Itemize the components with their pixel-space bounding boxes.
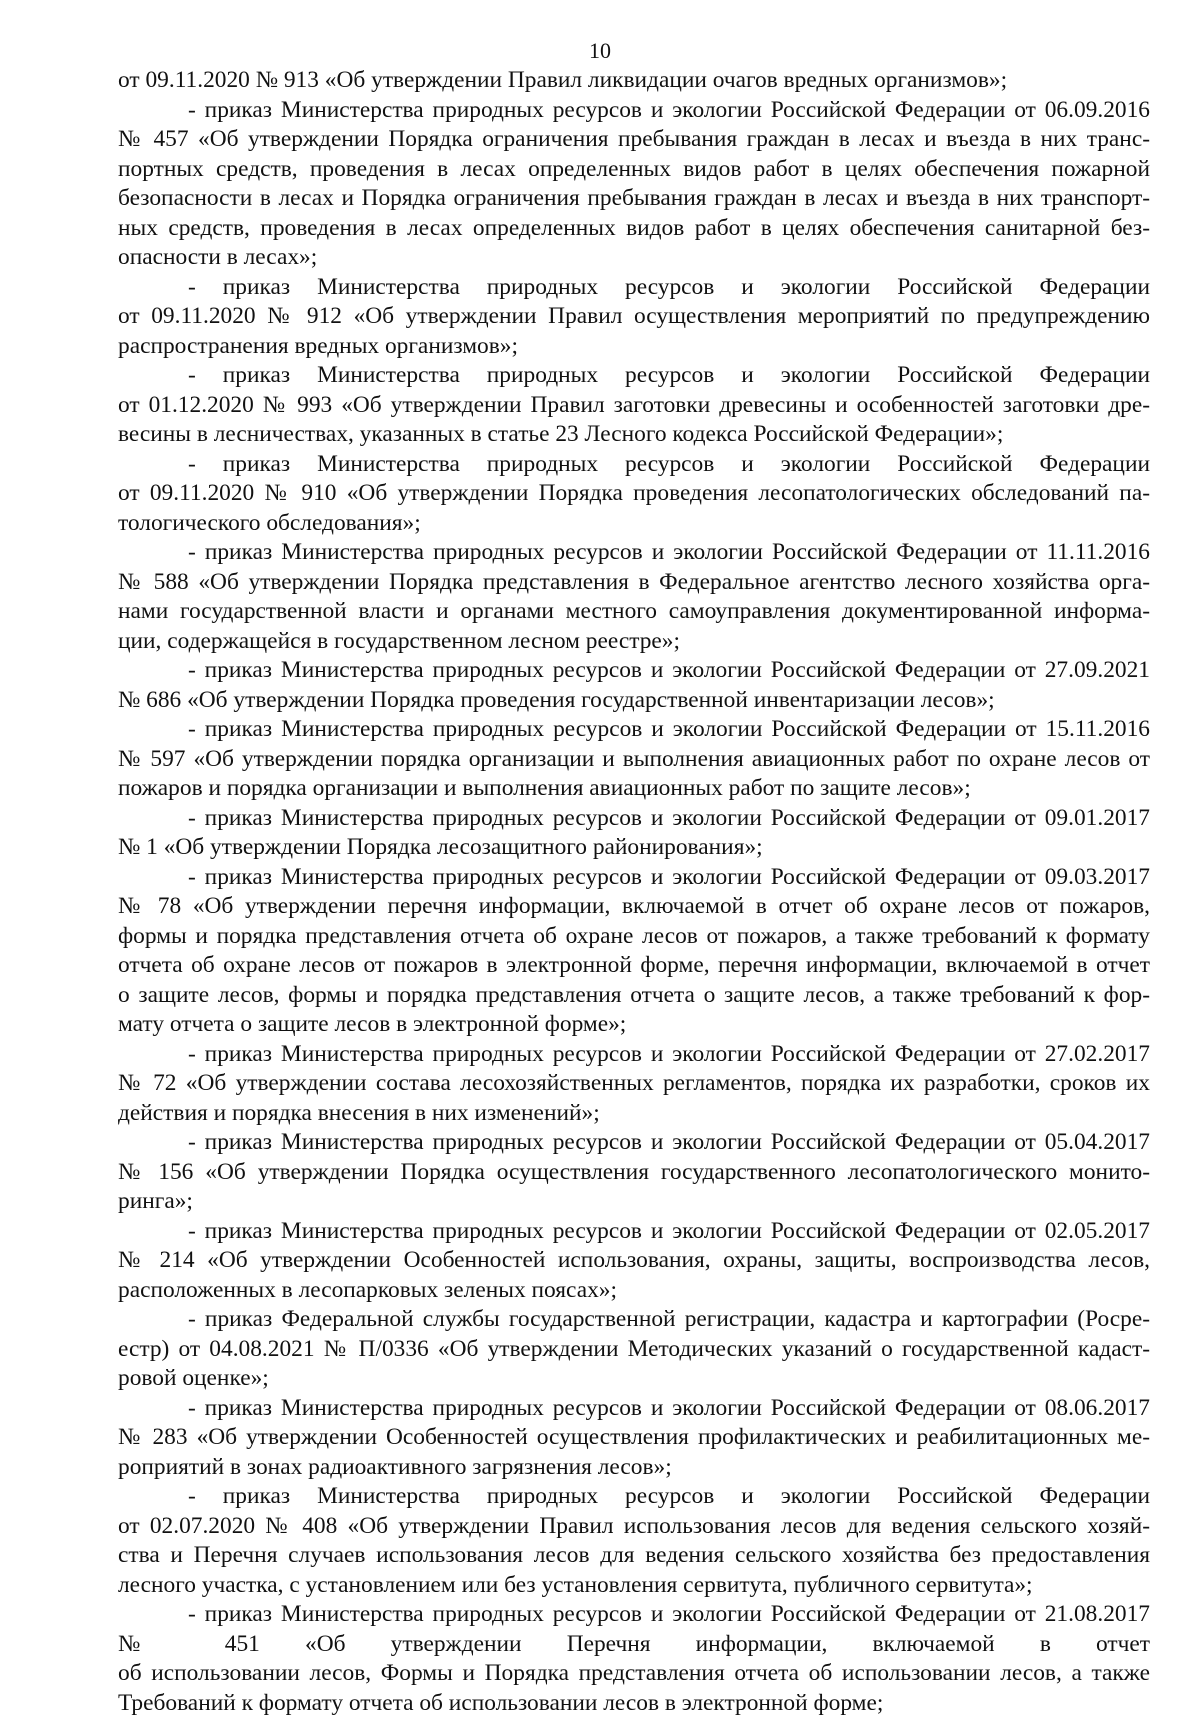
text-line: роприятий в зонах радиоактивного загрязнения лесов»; (118, 1453, 1150, 1483)
text-line: № 588 «Об утверждении Порядка представления в Федеральное агентство лесного хозяйства орга- (118, 568, 1150, 598)
paragraph-start-line: - приказ Министерства природных ресурсов и экологии Российской Федерации (118, 273, 1150, 303)
paragraph-start-line: - приказ Министерства природных ресурсов и экологии Российской Федерации от 05.04.2017 (118, 1128, 1150, 1158)
paragraph-start-line: - приказ Министерства природных ресурсов и экологии Российской Федерации (118, 361, 1150, 391)
text-line: от 09.11.2020 № 910 «Об утверждении Порядка проведения лесопатологических обследований па- (118, 479, 1150, 509)
text-line: от 09.11.2020 № 912 «Об утверждении Правил осуществления мероприятий по предупреждению (118, 302, 1150, 332)
text-line: № 72 «Об утверждении состава лесохозяйственных регламентов, порядка их разработки, сроков их (118, 1069, 1150, 1099)
text-line: весины в лесничествах, указанных в статье 23 Лесного кодекса Российской Федерации»; (118, 420, 1150, 450)
text-line: № 214 «Об утверждении Особенностей использования, охраны, защиты, воспроизводства лесов, (118, 1246, 1150, 1276)
text-line: ства и Перечня случаев использования лесов для ведения сельского хозяйства без предоставления (118, 1541, 1150, 1571)
paragraph-start-line: - приказ Министерства природных ресурсов и экологии Российской Федерации от 27.02.2017 (118, 1040, 1150, 1070)
text-line: распространения вредных организмов»; (118, 332, 1150, 362)
text-line: ровой оценке»; (118, 1364, 1150, 1394)
text-line: расположенных в лесопарковых зеленых поясах»; (118, 1276, 1150, 1306)
text-line: отчета об охране лесов от пожаров в электронной форме, перечня информации, включаемой в отчет (118, 951, 1150, 981)
text-line: Требований к формату отчета об использовании лесов в электронной форме; (118, 1689, 1150, 1718)
text-line: ринга»; (118, 1187, 1150, 1217)
text-line: портных средств, проведения в лесах определенных видов работ в целях обеспечения пожарной (118, 155, 1150, 185)
text-line: формы и порядка представления отчета об охране лесов от пожаров, а также требований к формату (118, 922, 1150, 952)
paragraph-start-line: - приказ Министерства природных ресурсов и экологии Российской Федерации от 08.06.2017 (118, 1394, 1150, 1424)
text-line: нами государственной власти и органами местного самоуправления документированной информа- (118, 597, 1150, 627)
text-line: № 78 «Об утверждении перечня информации, включаемой в отчет об охране лесов от пожаров, (118, 892, 1150, 922)
text-line: действия и порядка внесения в них изменений»; (118, 1099, 1150, 1129)
text-line: № 457 «Об утверждении Порядка ограничения пребывания граждан в лесах и въезда в них транс- (118, 125, 1150, 155)
paragraph-start-line: - приказ Министерства природных ресурсов и экологии Российской Федерации (118, 1482, 1150, 1512)
text-line: об использовании лесов, Формы и Порядка представления отчета об использовании лесов, а также (118, 1659, 1150, 1689)
paragraph-start-line: - приказ Министерства природных ресурсов и экологии Российской Федерации от 11.11.2016 (118, 538, 1150, 568)
paragraph-start-line: - приказ Министерства природных ресурсов и экологии Российской Федерации от 27.09.2021 (118, 656, 1150, 686)
text-line: от 09.11.2020 № 913 «Об утверждении Правил ликвидации очагов вредных организмов»; (118, 66, 1150, 96)
paragraph-start-line: - приказ Министерства природных ресурсов и экологии Российской Федерации от 09.01.2017 (118, 804, 1150, 834)
text-line: о защите лесов, формы и порядка представления отчета о защите лесов, а также требований к фор- (118, 981, 1150, 1011)
text-line: пожаров и порядка организации и выполнения авиационных работ по защите лесов»; (118, 774, 1150, 804)
text-line: № 283 «Об утверждении Особенностей осуществления профилактических и реабилитационных ме- (118, 1423, 1150, 1453)
paragraph-start-line: - приказ Министерства природных ресурсов и экологии Российской Федерации от 09.03.2017 (118, 863, 1150, 893)
text-line: № 451 «Об утверждении Перечня информации, включаемой в отчет (118, 1630, 1150, 1660)
text-line: опасности в лесах»; (118, 243, 1150, 273)
paragraph-start-line: - приказ Министерства природных ресурсов и экологии Российской Федерации (118, 450, 1150, 480)
paragraph-start-line: - приказ Министерства природных ресурсов и экологии Российской Федерации от 06.09.2016 (118, 96, 1150, 126)
text-line: от 02.07.2020 № 408 «Об утверждении Правил использования лесов для ведения сельского хозяй- (118, 1512, 1150, 1542)
text-line: естр) от 04.08.2021 № П/0336 «Об утверждении Методических указаний о государственной кадаст- (118, 1335, 1150, 1365)
document-body (118, 66, 1150, 1718)
text-line: мату отчета о защите лесов в электронной форме»; (118, 1010, 1150, 1040)
paragraph-start-line: - приказ Министерства природных ресурсов и экологии Российской Федерации от 15.11.2016 (118, 715, 1150, 745)
text-line: № 686 «Об утверждении Порядка проведения государственной инвентаризации лесов»; (118, 686, 1150, 716)
text-line: ных средств, проведения в лесах определенных видов работ в целях обеспечения санитарной без- (118, 214, 1150, 244)
text-line: от 01.12.2020 № 993 «Об утверждении Правил заготовки древесины и особенностей заготовки дре- (118, 391, 1150, 421)
text-line: ции, содержащейся в государственном лесном реестре»; (118, 627, 1150, 657)
paragraph-start-line: - приказ Федеральной службы государственной регистрации, кадастра и картографии (Росре- (118, 1305, 1150, 1335)
page-number: 10 (0, 38, 1200, 64)
text-line: № 597 «Об утверждении порядка организации и выполнения авиационных работ по охране лесов от (118, 745, 1150, 775)
paragraph-start-line: - приказ Министерства природных ресурсов и экологии Российской Федерации от 21.08.2017 (118, 1600, 1150, 1630)
text-line: лесного участка, с установлением или без установления сервитута, публичного сервитута»; (118, 1571, 1150, 1601)
text-line: тологического обследования»; (118, 509, 1150, 539)
text-line: № 156 «Об утверждении Порядка осуществления государственного лесопатологического монито- (118, 1158, 1150, 1188)
text-line: безопасности в лесах и Порядка ограничения пребывания граждан в лесах и въезда в них транспорт- (118, 184, 1150, 214)
text-line: № 1 «Об утверждении Порядка лесозащитного районирования»; (118, 833, 1150, 863)
paragraph-start-line: - приказ Министерства природных ресурсов и экологии Российской Федерации от 02.05.2017 (118, 1217, 1150, 1247)
